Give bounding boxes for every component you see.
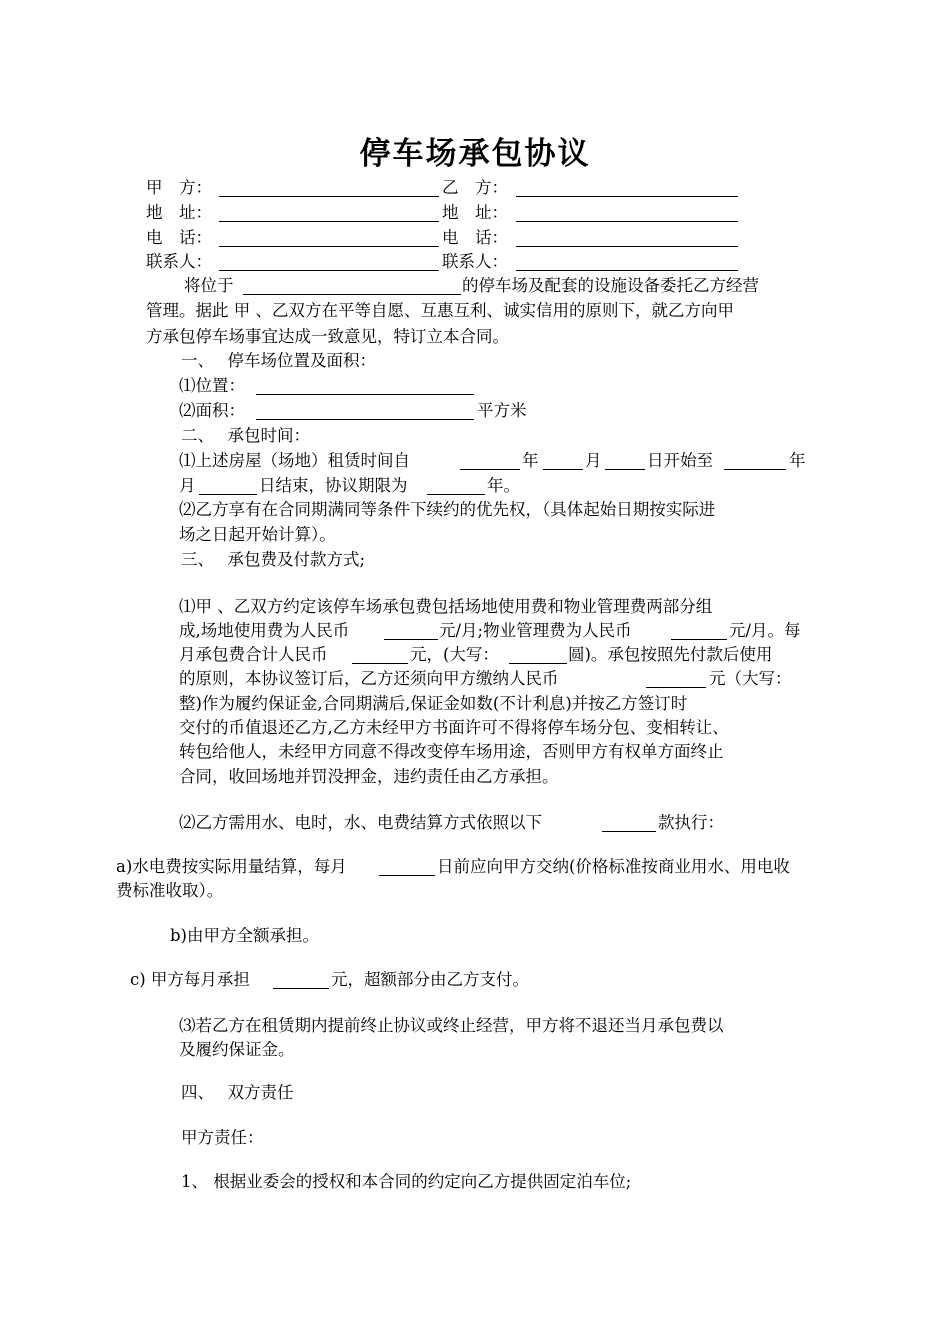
total-in-words-blank[interactable] <box>509 663 567 664</box>
duty-item-1: 1、 根据业委会的授权和本合同的约定向乙方提供固定泊车位; <box>181 1172 632 1191</box>
fee-line-6: 交付的币值退还乙方,乙方未经甲方书面许可不得将停车场分包、变相转让、 <box>179 718 729 737</box>
party-a-label: 甲 方： <box>146 178 212 197</box>
party-b-address-label: 地 址： <box>442 203 508 222</box>
management-fee-blank[interactable] <box>671 639 727 640</box>
fee-line-7: 转包给他人，未经甲方同意不得改变停车场用途，否则甲方有权单方面终止 <box>179 742 724 761</box>
option-a-text-2: 日前应向甲方交纳(价格标准按商业用水、用电收 <box>437 857 790 876</box>
fee-line-5: 整)作为履约保证金,合同期满后,保证金如数(不计利息)并按乙方签订时 <box>179 694 688 713</box>
intro-line-2: 管理。据此 甲 、乙双方在平等自愿、互惠互利、诚实信用的原则下，就乙方向甲 <box>146 301 734 320</box>
section-2-heading: 二、 承包时间： <box>181 426 310 445</box>
start-day-blank[interactable] <box>605 469 645 470</box>
party-a-address-blank[interactable] <box>219 221 439 222</box>
intro-line-1a: 将位于 <box>184 276 234 295</box>
fee-line-2b: 元/月;物业管理费为人民币 <box>439 621 632 640</box>
term-text-d: 日开始至 <box>647 451 713 470</box>
term-text-c: 月 <box>585 451 602 470</box>
location-blank[interactable] <box>243 294 461 295</box>
utility-clause-blank[interactable] <box>602 831 656 832</box>
party-a-contact-blank[interactable] <box>219 270 439 271</box>
party-b-label: 乙 方： <box>442 178 508 197</box>
term-text-g: 日结束，协议期限为 <box>259 476 408 495</box>
fee-line-3b: 元，(大写： <box>410 645 499 664</box>
party-b-blank[interactable] <box>516 196 738 197</box>
term-text-h: 年。 <box>487 476 520 495</box>
area-unit: 平方米 <box>477 401 527 420</box>
fee-line-3a: 月承包费合计人民币 <box>179 645 328 664</box>
termination-line-2: 及履约保证金。 <box>179 1040 295 1059</box>
start-year-blank[interactable] <box>460 469 520 470</box>
fee-line-2a: 成,场地使用费为人民币 <box>179 621 350 640</box>
party-a-phone-blank[interactable] <box>219 246 439 247</box>
intro-line-1b: 的停车场及配套的设施设备委托乙方经营 <box>462 276 759 295</box>
party-a-blank[interactable] <box>219 196 439 197</box>
option-a-text-1: a)水电费按实际用量结算，每月 <box>116 857 347 876</box>
term-text-b: 年 <box>522 451 539 470</box>
utility-line-a: ⑵乙方需用水、电时，水、电费结算方式依照以下 <box>179 813 542 832</box>
fee-line-2c: 元/月。每 <box>729 621 801 640</box>
party-b-contact-blank[interactable] <box>516 270 738 271</box>
party-b-phone-blank[interactable] <box>516 246 738 247</box>
party-a-phone-label: 电 话： <box>146 228 212 247</box>
term-text-f: 月 <box>179 476 196 495</box>
term-text-e: 年 <box>789 451 806 470</box>
party-a-duties-heading: 甲方责任： <box>181 1128 264 1147</box>
area-label: ⑵面积： <box>179 401 245 420</box>
monthly-cap-blank[interactable] <box>273 988 329 989</box>
party-a-address-label: 地 址： <box>146 203 212 222</box>
deposit-blank[interactable] <box>646 687 706 688</box>
party-b-contact-label: 联系人： <box>442 252 508 271</box>
section-1-heading: 一、 停车场位置及面积： <box>181 351 376 370</box>
fee-line-4b: 元（大写： <box>709 669 792 688</box>
site-fee-blank[interactable] <box>384 639 438 640</box>
fee-line-4a: 的原则，本协议签订后，乙方还须向甲方缴纳人民币 <box>179 669 559 688</box>
party-b-address-blank[interactable] <box>516 221 738 222</box>
page-title: 停车场承包协议 <box>359 136 591 172</box>
position-blank[interactable] <box>256 394 474 395</box>
party-a-contact-label: 联系人： <box>146 252 212 271</box>
fee-line-1: ⑴甲 、乙双方约定该停车场承包费包括场地使用费和物业管理费两部分组 <box>179 597 713 616</box>
term-years-blank[interactable] <box>427 494 485 495</box>
position-label: ⑴位置： <box>179 376 245 395</box>
option-c-text-1: c) 甲方每月承担 <box>130 970 250 989</box>
party-b-phone-label: 电 话： <box>442 228 508 247</box>
section-4-heading: 四、 双方责任 <box>181 1083 294 1102</box>
payment-day-blank[interactable] <box>379 875 435 876</box>
renewal-line-1: ⑵乙方享有在合同期满同等条件下续约的优先权，（具体起始日期按实际进 <box>179 500 716 519</box>
section-3-heading: 三、 承包费及付款方式; <box>181 550 366 569</box>
end-year-blank[interactable] <box>724 469 786 470</box>
option-a-text-3: 费标准收取）。 <box>116 881 224 900</box>
utility-line-b: 款执行： <box>658 813 724 832</box>
end-month-blank[interactable] <box>199 494 257 495</box>
start-month-blank[interactable] <box>543 469 583 470</box>
termination-line-1: ⑶若乙方在租赁期内提前终止协议或终止经营，甲方将不退还当月承包费以 <box>179 1016 724 1035</box>
term-text-a: ⑴上述房屋（场地）租赁时间自 <box>179 451 410 470</box>
fee-line-8: 合同，收回场地并罚没押金，违约责任由乙方承担。 <box>179 767 559 786</box>
monthly-total-blank[interactable] <box>352 663 408 664</box>
option-c-text-2: 元，超额部分由乙方支付。 <box>331 970 529 989</box>
fee-line-3c: 圆)。承包按照先付款后使用 <box>568 645 773 664</box>
renewal-line-2: 场之日起开始计算）。 <box>179 525 336 544</box>
option-b-text: b)由甲方全额承担。 <box>170 926 319 945</box>
intro-line-3: 方承包停车场事宜达成一致意见，特订立本合同。 <box>146 327 509 346</box>
area-blank[interactable] <box>256 419 474 420</box>
